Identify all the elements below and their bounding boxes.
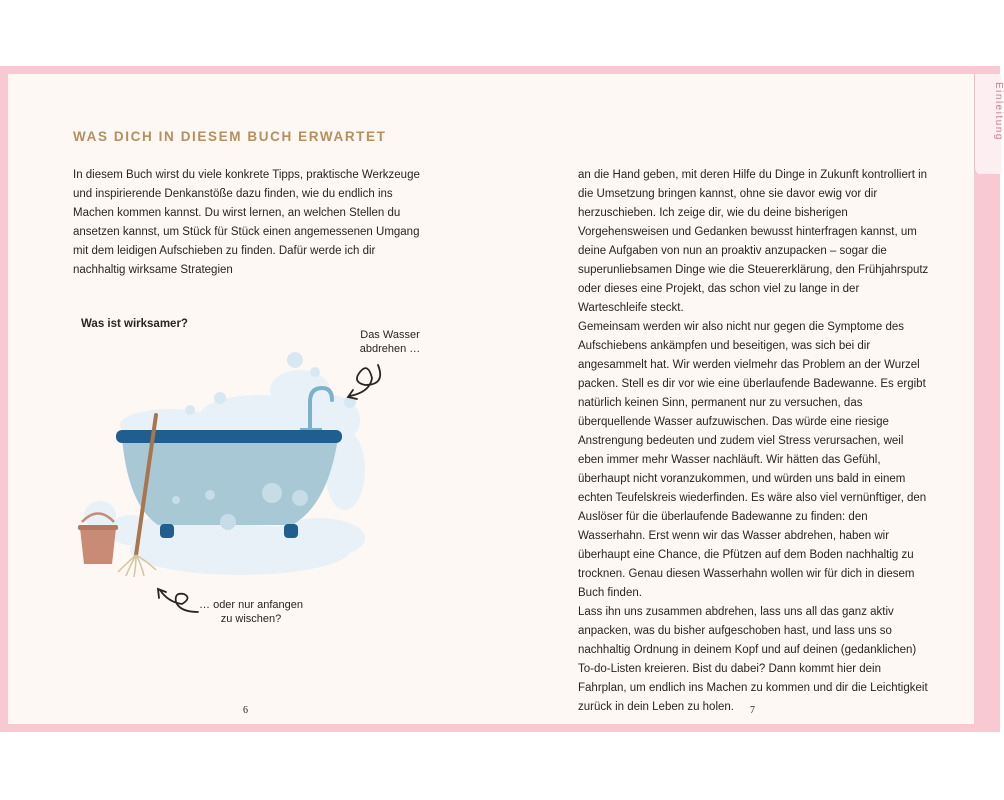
paragraph: an die Hand geben, mit deren Hilfe du Dinge in Zukunft kontrolliert in die Umsetzung bringen kannst, ohne sie davor ewig vor dir herzuschieben. Ich zeige dir, wie du deine bisherigen Vorgehensweisen und Gedanken bewusst hinterfragen kannst, um deine Aufgaben von nun an proaktiv anzupacken – sogar die superunliebsamen Dinge wie die Steuererklärung, den Frühjahrsputz oder dieses eine Projekt, das schon viel zu lange in der Warteschleife steckt.: [578, 169, 929, 314]
bucket-rim: [78, 525, 118, 530]
chapter-tab-label: Einleitung: [993, 82, 1004, 141]
bucket: [80, 528, 116, 564]
callout-just-wipe: [196, 598, 306, 626]
illustration-title: Was ist wirksamer?: [81, 318, 188, 330]
section-heading: WAS DICH IN DIESEM BUCH ERWARTET: [73, 129, 387, 144]
bathtub-body: [122, 438, 338, 525]
bathtub-illustration: [60, 300, 400, 620]
left-column-text: [73, 166, 423, 280]
page-number-right: 7: [750, 705, 755, 716]
callout-line: … oder nur anfangen: [199, 599, 303, 611]
bathtub-foot: [160, 524, 174, 538]
curly-arrow-icon: [350, 365, 380, 396]
bathtub-rim: [116, 430, 342, 443]
page-number-left: 6: [243, 705, 248, 716]
bathtub-foot: [284, 524, 298, 538]
paragraph: Lass ihn uns zusammen abdrehen, lass uns all das ganz aktiv anpacken, was du bisher aufgeschoben hast, und lass uns so nachhaltig Ordnung in deinem Kopf und auf deinen (gedanklichen) To-do-Listen kreieren. Bist du dabei? Dann kommt hier dein Fahrplan, um endlich ins Machen zu kommen und dir die Leichtigkeit zurück in dein Leben zu holen.: [578, 606, 928, 713]
right-column-text: [578, 166, 930, 717]
paragraph: In diesem Buch wirst du viele konkrete Tipps, praktische Werkzeuge und inspirierende Denkanstöße dazu finden, wie du endlich ins Machen kommen kannst. Du wirst lernen, an welchen Stellen du ansetzen kannst, um Stück für Stück einen angemessenen Umgang mit dem leidigen Aufschieben zu finden. Dafür werde ich dir nachhaltig wirksame Strategien: [73, 169, 420, 276]
callout-line: Das Wasser: [360, 329, 420, 341]
callout-line: zu wischen?: [220, 613, 282, 625]
callout-turn-off-water: [350, 328, 430, 356]
curly-arrow-icon: [160, 590, 198, 612]
paragraph: Gemeinsam werden wir also nicht nur gegen die Symptome des Aufschiebens ankämpfen und beseitigen, was sich bei dir angesammelt hat. Wir werden vielmehr das Problem an der Wurzel packen. Stell es dir vor wie eine überlaufende Badewanne. Es ergibt natürlich keinen Sinn, permanent nur zu versuchen, das überquellende Wasser aufzuwischen. Das würde eine riesige Anstrengung bedeuten und zudem viel Stress verursachen, weil eben immer mehr Wasser nachläuft. Wir hätten das Gefühl, überhaupt nicht voranzukommen, und würden uns bald in einem echten Teufelskreis wiederfinden. Es wäre also viel vernünftiger, den Auslöser für die überlaufende Badewanne zu finden: den Wasserhahn. Erst wenn wir das Wasser abdrehen, haben wir überhaupt eine Chance, die Pfützen auf dem Boden nachhaltig zu trocknen. Genau diesen Wasserhahn wollen wir für dich in diesem Buch finden.: [578, 321, 927, 599]
callout-line: abdrehen …: [359, 343, 421, 355]
